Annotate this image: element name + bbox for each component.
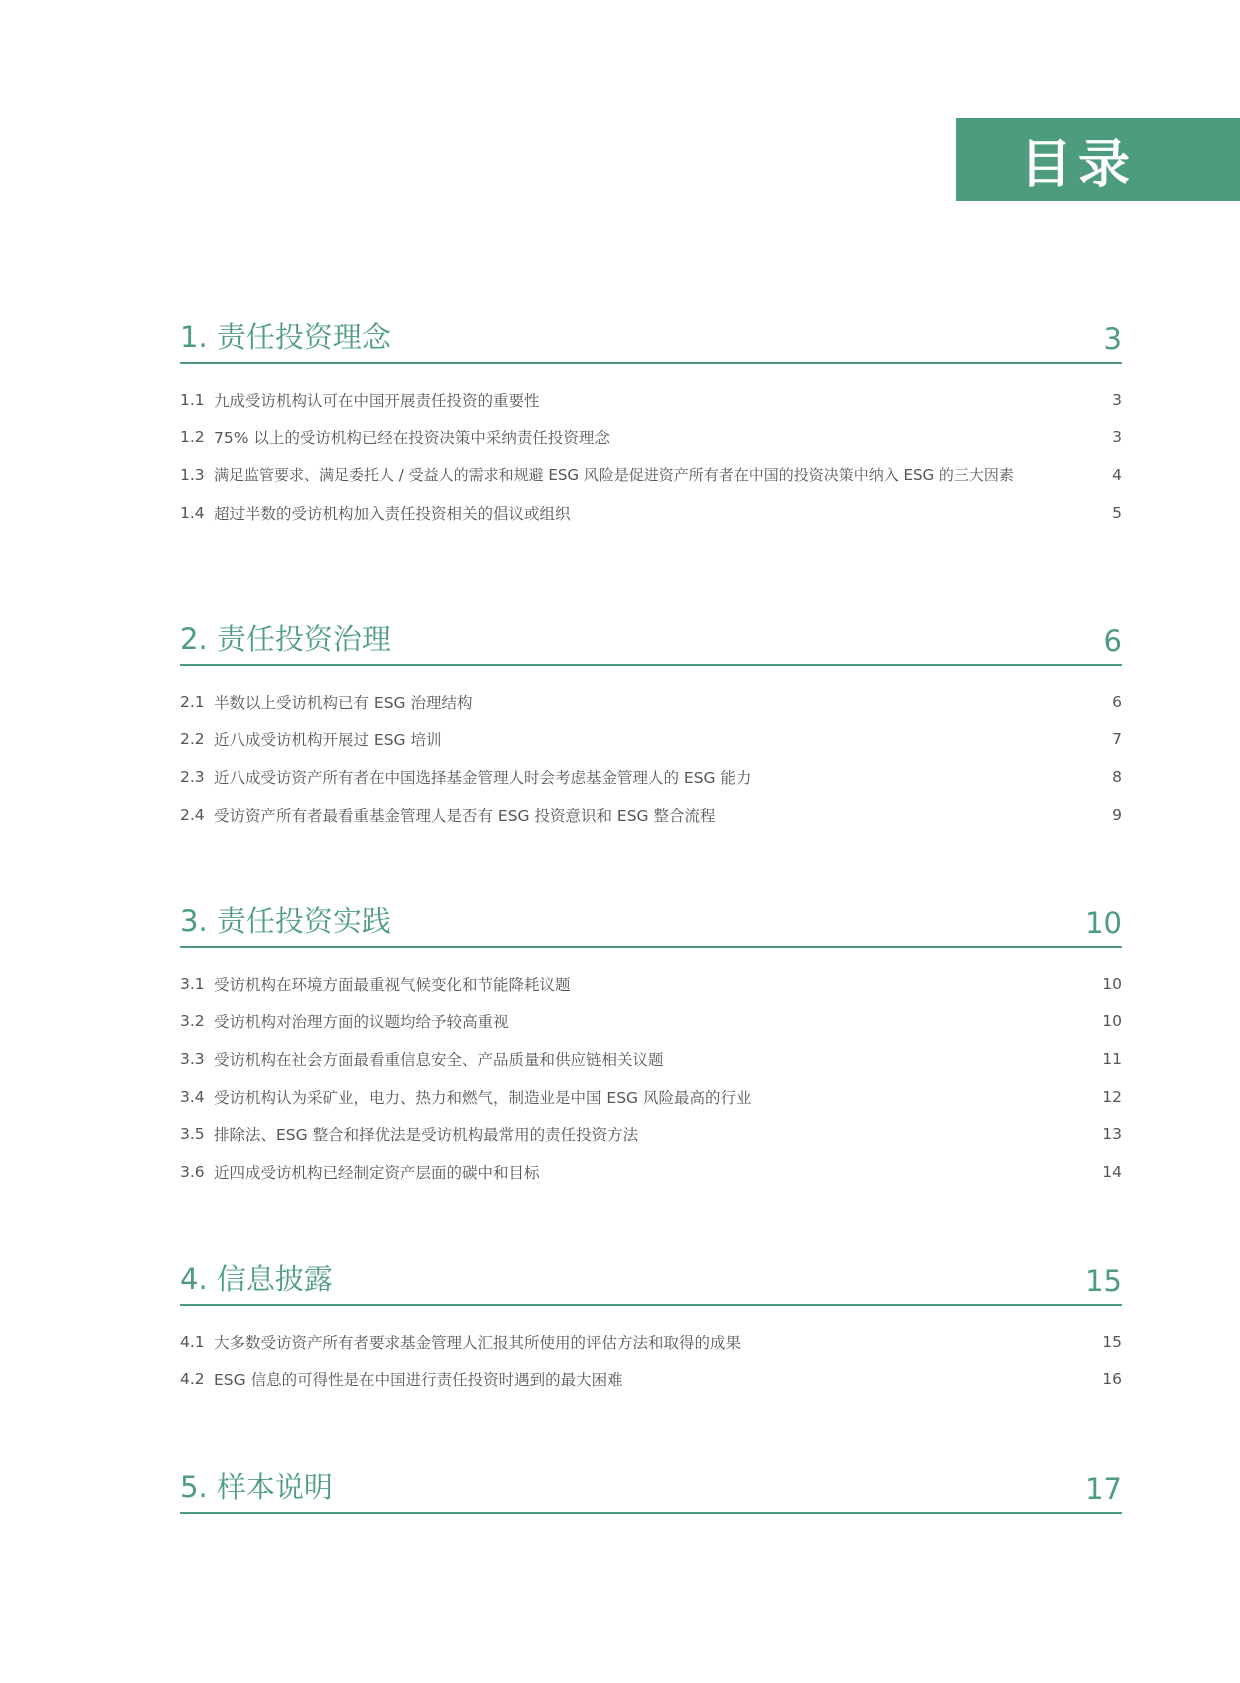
toc-entry[interactable]	[180, 419, 1122, 457]
section-page-number: 17	[1085, 1472, 1122, 1506]
toc-entry[interactable]	[180, 1003, 1122, 1041]
toc-entry[interactable]	[180, 1040, 1122, 1078]
section-heading[interactable]	[180, 1460, 1122, 1514]
entry-title: 受访资产所有者最看重基金管理人是否有 ESG 投资意识和 ESG 整合流程	[214, 806, 716, 825]
entry-number: 2.3	[180, 767, 205, 786]
entry-page-number: 3	[1112, 428, 1122, 447]
toc-title: 目录	[1020, 135, 1137, 195]
entry-number: 3.5	[180, 1125, 205, 1144]
toc-section-3	[180, 894, 1122, 1191]
toc-entry[interactable]	[180, 796, 1122, 834]
entry-number: 1.2	[180, 428, 205, 447]
entry-page-number: 14	[1102, 1162, 1122, 1181]
entry-title: 受访机构在环境方面最重视气候变化和节能降耗议题	[214, 975, 571, 994]
toc-entry[interactable]	[180, 381, 1122, 419]
section-title: 2. 责任投资治理	[180, 622, 391, 656]
entry-title: 75% 以上的受访机构已经在投资决策中采纳责任投资理念	[214, 429, 610, 448]
entry-title: 近八成受访机构开展过 ESG 培训	[214, 731, 442, 750]
entry-title: 大多数受访资产所有者要求基金管理人汇报其所使用的评估方法和取得的成果	[214, 1333, 742, 1352]
entry-title: 九成受访机构认可在中国开展责任投资的重要性	[214, 391, 540, 410]
toc-entry[interactable]	[180, 456, 1122, 494]
entry-number: 4.2	[180, 1370, 205, 1389]
entry-number: 3.1	[180, 974, 205, 993]
entry-title: 排除法、ESG 整合和择优法是受访机构最常用的责任投资方法	[214, 1126, 639, 1145]
toc-entry[interactable]	[180, 1153, 1122, 1191]
section-title: 4. 信息披露	[180, 1262, 333, 1296]
entry-page-number: 6	[1112, 692, 1122, 711]
entry-number: 3.6	[180, 1162, 205, 1181]
entry-page-number: 16	[1102, 1370, 1122, 1389]
entry-page-number: 5	[1112, 503, 1122, 522]
entry-page-number: 13	[1102, 1125, 1122, 1144]
entry-number: 3.3	[180, 1049, 205, 1068]
toc-entry[interactable]	[180, 965, 1122, 1003]
entry-page-number: 10	[1102, 1012, 1122, 1031]
section-heading[interactable]	[180, 310, 1122, 364]
entry-page-number: 11	[1102, 1049, 1122, 1068]
section-page-number: 6	[1103, 624, 1122, 658]
entry-page-number: 7	[1112, 730, 1122, 749]
section-title: 3. 责任投资实践	[180, 904, 391, 938]
toc-section-4	[180, 1252, 1122, 1398]
entry-page-number: 3	[1112, 390, 1122, 409]
toc-section-5	[180, 1460, 1122, 1514]
entry-number: 1.1	[180, 390, 205, 409]
entry-title: 半数以上受访机构已有 ESG 治理结构	[214, 693, 473, 712]
toc-entry[interactable]	[180, 494, 1122, 532]
section-heading[interactable]	[180, 612, 1122, 666]
entry-number: 2.1	[180, 692, 205, 711]
entry-number: 1.4	[180, 503, 205, 522]
entry-title: ESG 信息的可得性是在中国进行责任投资时遇到的最大困难	[214, 1371, 623, 1390]
toc-entry[interactable]	[180, 1361, 1122, 1399]
toc-entry[interactable]	[180, 1078, 1122, 1116]
toc-section-2	[180, 612, 1122, 833]
entry-title: 满足监管要求、满足委托人 / 受益人的需求和规避 ESG 风险是促进资产所有者在中国的投资决策中纳入 ESG 的三大因素	[214, 466, 1014, 485]
section-page-number: 3	[1103, 322, 1122, 356]
toc-title-banner	[956, 118, 1240, 201]
entry-page-number: 8	[1112, 767, 1122, 786]
entry-title: 近四成受访机构已经制定资产层面的碳中和目标	[214, 1163, 540, 1182]
entry-page-number: 12	[1102, 1087, 1122, 1106]
entry-number: 2.2	[180, 730, 205, 749]
entry-page-number: 4	[1112, 465, 1122, 484]
entry-page-number: 15	[1102, 1332, 1122, 1351]
entry-number: 1.3	[180, 465, 205, 484]
entry-page-number: 9	[1112, 805, 1122, 824]
entry-number: 2.4	[180, 805, 205, 824]
section-heading[interactable]	[180, 894, 1122, 948]
toc-entry[interactable]	[180, 758, 1122, 796]
section-page-number: 10	[1085, 906, 1122, 940]
entry-title: 近八成受访资产所有者在中国选择基金管理人时会考虑基金管理人的 ESG 能力	[214, 768, 752, 787]
entry-number: 3.4	[180, 1087, 205, 1106]
toc-entry[interactable]	[180, 1115, 1122, 1153]
toc-entry[interactable]	[180, 1323, 1122, 1361]
entry-title: 受访机构对治理方面的议题均给予较高重视	[214, 1013, 509, 1032]
toc-entry[interactable]	[180, 721, 1122, 759]
entry-title: 受访机构认为采矿业，电力、热力和燃气，制造业是中国 ESG 风险最高的行业	[214, 1088, 752, 1107]
entry-page-number: 10	[1102, 974, 1122, 993]
entry-number: 3.2	[180, 1012, 205, 1031]
entry-title: 受访机构在社会方面最看重信息安全、产品质量和供应链相关议题	[214, 1050, 664, 1069]
section-page-number: 15	[1085, 1264, 1122, 1298]
section-title: 1. 责任投资理念	[180, 320, 391, 354]
section-title: 5. 样本说明	[180, 1470, 333, 1504]
toc-section-1	[180, 310, 1122, 531]
entry-number: 4.1	[180, 1332, 205, 1351]
toc-entry[interactable]	[180, 683, 1122, 721]
entry-title: 超过半数的受访机构加入责任投资相关的倡议或组织	[214, 504, 571, 523]
section-heading[interactable]	[180, 1252, 1122, 1306]
